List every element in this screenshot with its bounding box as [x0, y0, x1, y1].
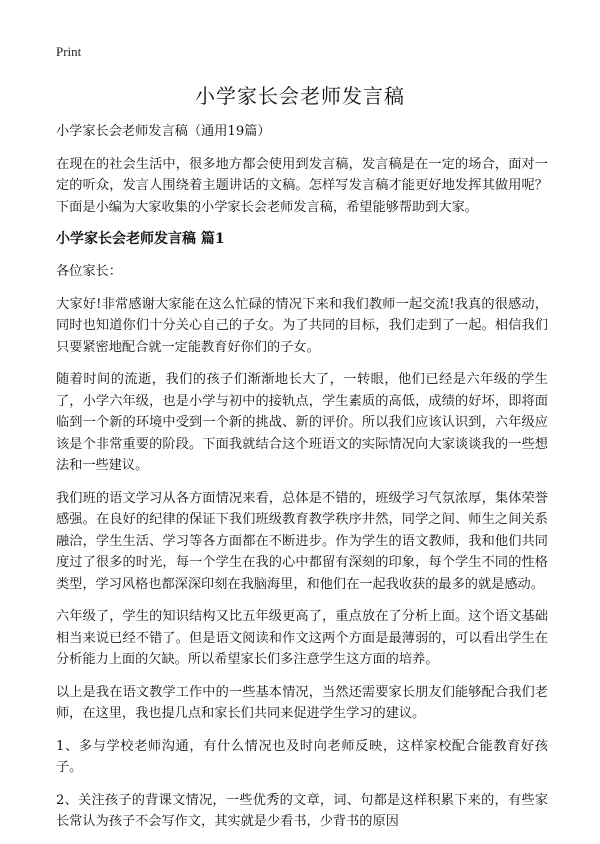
document-title: 小学家长会老师发言稿 [195, 84, 405, 108]
intro-paragraph: 在现在的社会生活中，很多地方都会使用到发言稿，发言稿是在一定的场合，面对一定的听众，发言人围绕着主题讲话的文稿。怎样写发言稿才能更好地发挥其做用呢？下面是小编为大家收集的小学家长会老师发言稿，希望能够帮助到大家。 [56, 156, 548, 215]
suggestion-item: 1、多与学校老师沟通，有什么情况也及时向老师反映，这样家校配合能教育好孩子。 [56, 738, 548, 775]
suggestion-item: 2、关注孩子的背课文情况，一些优秀的文章，词、句都是这样积累下来的，有些家长常认为孩子不会写作文，其实就是少看书，少背书的原因 [56, 792, 548, 829]
paragraph: 我们班的语文学习从各方面情况来看，总体是不错的，班级学习气氛浓厚，集体荣誉感强。在良好的纪律的保证下我们班级教育教学秩序井然，同学之间、师生之间关系融洽，学生生活、学习等各方面都在不断进步。作为学生的语文教师，我和他们共同度过了很多的时光，每一个学生在我的心中都留有深刻的印象，每个学生不同的性格类型，学习风格也都深深印刻在我脑海里，和他们在一起我收获的最多的就是感动。 [56, 490, 548, 592]
paragraph: 随着时间的流逝，我们的孩子们渐渐地长大了，一转眼，他们已经是六年级的学生了，小学六年级，也是小学与初中的接轨点，学生素质的高低，成绩的好坏，即将面临到一个新的环境中受到一个新的挑战、新的评价。所以我们应该认识到，六年级应该是个非常重要的阶段。下面我就结合这个班语文的实际情况向大家谈谈我的一些想法和一些建议。 [56, 372, 548, 473]
paragraph: 六年级了，学生的知识结构又比五年级更高了，重点放在了分析上面。这个语文基础相当来说已经不错了。但是语文阅读和作文这两个方面是最薄弱的，可以看出学生在分析能力上面的欠缺。所以希望家长们多注意学生这方面的培养。 [56, 609, 548, 667]
document-body [56, 121, 548, 844]
subtitle: 小学家长会老师发言稿（通用19篇） [56, 124, 271, 139]
print-link[interactable]: Print [56, 44, 82, 59]
section-heading: 小学家长会老师发言稿 篇1 [56, 231, 225, 247]
paragraph: 大家好!非常感谢大家能在这么忙碌的情况下来和我们教师一起交流!我真的很感动，同时也知道你们十分关心自己的子女。为了共同的目标，我们走到了一起。相信我们只要紧密地配合就一定能教育好你们的子女。 [56, 296, 548, 355]
salutation: 各位家长： [56, 264, 122, 279]
paragraph: 以上是我在语文教学工作中的一些基本情况，当然还需要家长朋友们能够配合我们老师，在这里，我也提几点和家长们共同来促进学生学习的建议。 [56, 684, 548, 721]
